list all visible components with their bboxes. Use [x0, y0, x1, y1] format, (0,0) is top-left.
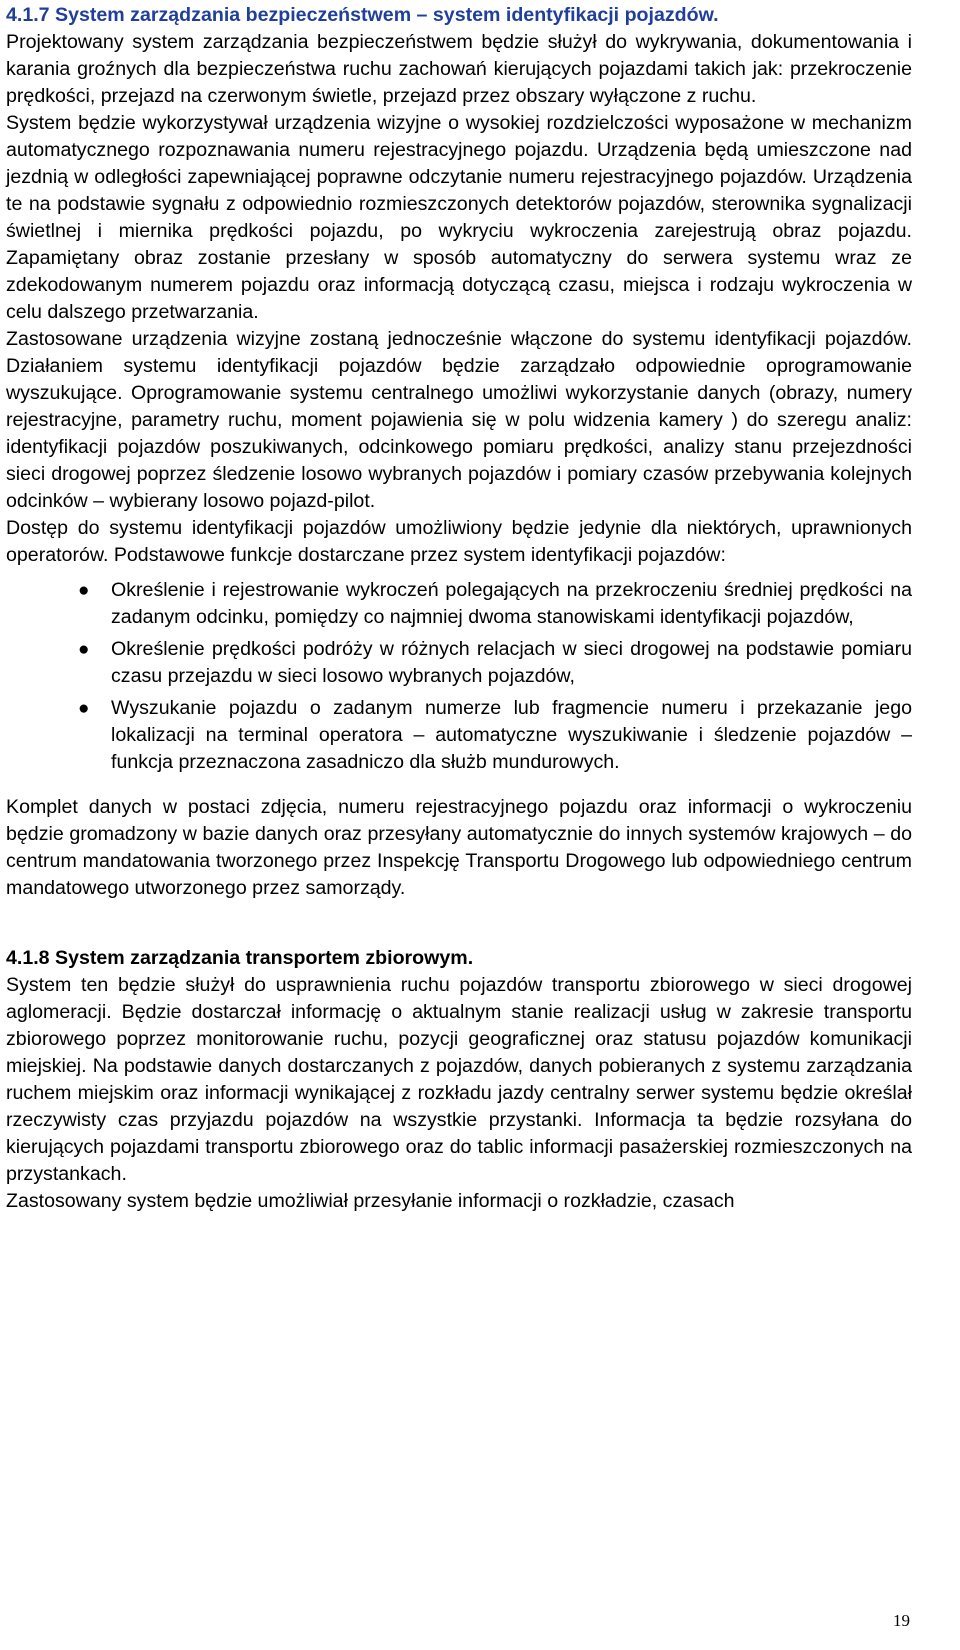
section-heading-4-1-7: 4.1.7 System zarządzania bezpieczeństwem – system identyfikacji pojazdów.: [6, 4, 719, 26]
paragraph: Zastosowane urządzenia wizyjne zostaną jednocześnie włączone do systemu identyfikacji pojazdów. Działaniem systemu identyfikacji pojazdów będzie zarządzało odpowiednie oprogramowanie wyszukujące. Oprogramowanie systemu centralnego umożliwi wykorzystanie danych (obrazy, numery rejestracyjne, parametry ruchu, moment pojawienia się w polu widzenia kamery ) do szeregu analiz: identyfikacji pojazdów poszukiwanych, odcinkowego pomiaru prędkości, analizy stanu przejezdności sieci drogowej poprzez śledzenie losowo wybranych pojazdów i pomiary czasów przebywania kolejnych odcinków – wybierany losowo pojazd-pilot.: [6, 328, 912, 512]
bullet-dot-icon: ●: [78, 580, 90, 601]
paragraph: System będzie wykorzystywał urządzenia wizyjne o wysokiej rozdzielczości wyposażone w mechanizm automatycznego rozpoznawania numeru rejestracyjnego pojazdu. Urządzenia będą umieszczone nad jezdnią w odległości zapewniającej poprawne odczytanie numeru rejestracyjnego pojazdów. Urządzenia te na podstawie sygnału z odpowiednio rozmieszczonych detektorów pojazdów, sterownika sygnalizacji świetlnej i miernika prędkości pojazdu, po wykryciu wykroczenia zarejestrują obraz pojazdu. Zapamiętany obraz zostanie przesłany w sposób automatyczny do serwera systemu wraz ze zdekodowanym numerem pojazdu oraz informacją dotyczącą czasu, miejsca i rodzaju wykroczenia w celu dalszego przetwarzania.: [6, 112, 912, 323]
bullet-dot-icon: ●: [78, 639, 90, 660]
page-number: 19: [893, 1611, 910, 1630]
paragraph: Projektowany system zarządzania bezpieczeństwem będzie służył do wykrywania, dokumentowania i karania groźnych dla bezpieczeństwa ruchu zachowań kierujących pojazdami takich jak: przekroczenie prędkości, przejazd na czerwonym świetle, przejazd przez obszary wyłączone z ruchu.: [6, 31, 912, 107]
bullet-dot-icon: ●: [78, 698, 90, 719]
list-item-text: Określenie i rejestrowanie wykroczeń polegających na przekroczeniu średniej prędkości na zadanym odcinku, pomiędzy co najmniej dwoma stanowiskami identyfikacji pojazdów,: [111, 579, 912, 628]
paragraph: Zastosowany system będzie umożliwiał przesyłanie informacji o rozkładzie, czasach: [6, 1190, 735, 1212]
functions-list: [6, 577, 912, 776]
paragraph: Dostęp do systemu identyfikacji pojazdów umożliwiony będzie jedynie dla niektórych, uprawnionych operatorów. Podstawowe funkcje dostarczane przez system identyfikacji pojazdów:: [6, 517, 912, 566]
list-item: [6, 636, 912, 690]
paragraph: System ten będzie służył do usprawnienia ruchu pojazdów transportu zbiorowego w sieci drogowej aglomeracji. Będzie dostarczał informację o aktualnym stanie realizacji usług w zakresie transportu zbiorowego poprzez monitorowanie ruchu, pozycji geograficznej oraz statusu pojazdów komunikacji miejskiej. Na podstawie danych dostarczanych z pojazdów, danych pobieranych z systemu zarządzania ruchem miejskim oraz informacji wynikającej z rozkładu jazdy centralny serwer systemu będzie określał rzeczywisty czas przyjazdu pojazdów na wszystkie przystanki. Informacja ta będzie rozsyłana do kierujących pojazdami transportu zbiorowego oraz do tablic informacji pasażerskiej rozmieszczonych na przystankach.: [6, 974, 912, 1185]
list-item-text: Wyszukanie pojazdu o zadanym numerze lub fragmencie numeru i przekazanie jego lokalizacji na terminal operatora – automatyczne wyszukiwanie i śledzenie pojazdów – funkcja przeznaczona zasadniczo dla służb mundurowych.: [111, 697, 912, 773]
document-body: [6, 2, 912, 1215]
list-item: [6, 577, 912, 631]
list-item-text: Określenie prędkości podróży w różnych relacjach w sieci drogowej na podstawie pomiaru czasu przejazdu w sieci losowo wybranych pojazdów,: [111, 638, 912, 687]
section-heading-4-1-8: 4.1.8 System zarządzania transportem zbiorowym.: [6, 947, 474, 969]
paragraph: Komplet danych w postaci zdjęcia, numeru rejestracyjnego pojazdu oraz informacji o wykroczeniu będzie gromadzony w bazie danych oraz przesyłany automatycznie do innych systemów krajowych – do centrum mandatowania tworzonego przez Inspekcję Transportu Drogowego lub odpowiedniego centrum mandatowego utworzonego przez samorządy.: [6, 796, 912, 899]
list-item: [6, 695, 912, 776]
